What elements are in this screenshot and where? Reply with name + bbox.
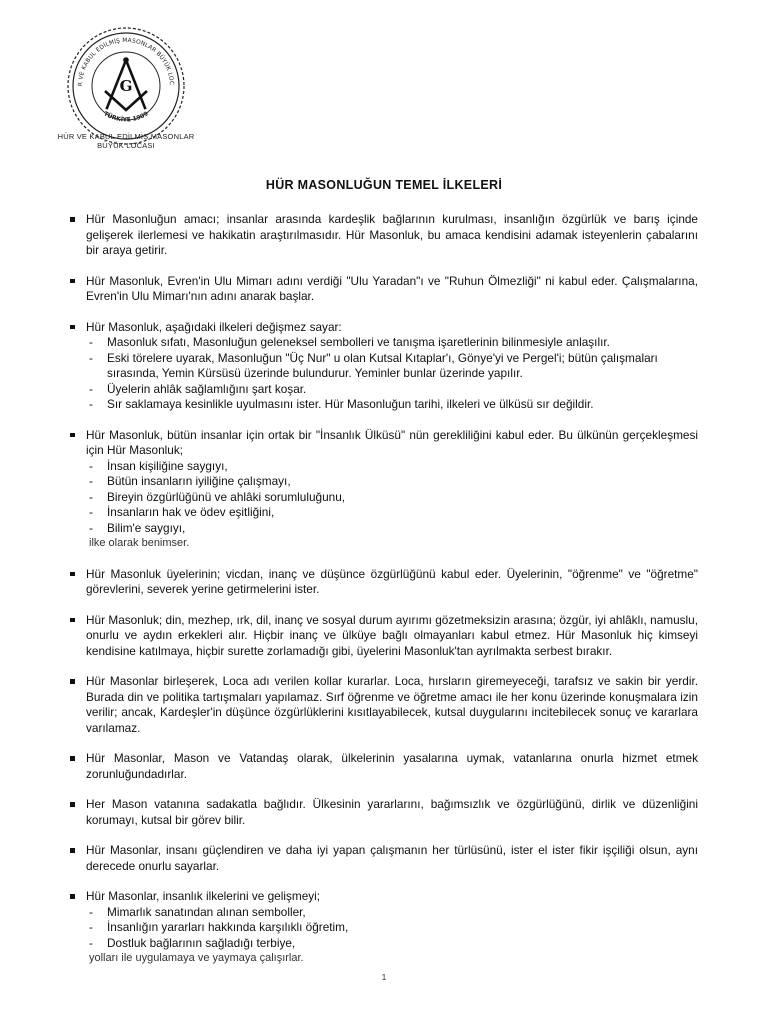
sub-list-text: Bireyin özgürlüğünü ve ahlâki sorumluluğunu, <box>107 489 346 504</box>
principle-text: Hür Masonluğun amacı; insanlar arasında kardeşlik bağlarının kurulması, insanlığın özgürlük ve barış içinde gelişerek ilerlemesi ve hakikatin araştırılmasıdır. Hür Masonluk, bu amaca kendisini adamak isteyenlerin çabalarını bir araya getirir. <box>86 212 698 257</box>
seal-year-text: TÜRKİYE 1909 <box>102 110 150 124</box>
org-line-1: HÜR VE KABUL EDİLMİŞ MASONLAR <box>57 132 195 141</box>
principle-item <box>68 274 698 305</box>
principle-item <box>68 613 698 660</box>
square-bullet-icon <box>70 572 75 577</box>
sub-list-text: Dostluk bağlarının sağladığı terbiye, <box>107 935 296 950</box>
letter-g-icon: G <box>119 77 133 95</box>
sub-list-item <box>86 505 698 521</box>
sub-list-item <box>86 335 698 351</box>
sub-list-item <box>86 936 698 952</box>
principles-list <box>68 212 698 982</box>
page-title: HÜR MASONLUĞUN TEMEL İLKELERİ <box>265 178 503 192</box>
sub-list-text: Sır saklamaya kesinlikle uyulmasını ister. Hür Masonluğun tarihi, ilkeleri ve ülküsü sır değildir. <box>107 397 594 411</box>
sub-list-item <box>86 397 698 413</box>
square-bullet-icon <box>70 217 75 222</box>
seal-ring-text: R VE KABUL EDİLMİŞ MASONLAR BÜYÜK LOC <box>77 37 175 87</box>
dash-bullet-icon: - <box>89 935 93 950</box>
dash-bullet-icon: - <box>89 458 93 473</box>
principle-text: Hür Masonluk; din, mezhep, ırk, dil, inanç ve sosyal durum ayırımı gözetmeksizin arasına; özgür, iyi ahlâklı, namuslu, onurlu ve aydın erkekleri alır. Hiçbir inanç ve ülküye bağlı olmayanları kabul etmez. Hür Masonluk hiç kimseyi kendisine katılmaya, hiçbir surette zorlamadığı gibi, üyelerini Masonluk'tan ayrılmakta serbest bırakır. <box>86 612 698 658</box>
principle-closing-text: yolları ile uygulamaya ve yaymaya çalışırlar. <box>89 952 304 964</box>
compass-and-square-emblem <box>64 24 188 148</box>
square-bullet-icon <box>70 618 75 623</box>
dash-bullet-icon: - <box>89 474 93 488</box>
sub-list-text: Mimarlık sanatından alınan semboller, <box>107 904 306 919</box>
square-bullet-icon <box>70 325 75 330</box>
square-bullet-icon <box>70 894 75 899</box>
sub-list-item <box>86 920 698 936</box>
principle-item <box>68 428 698 552</box>
sub-list-text: İnsanlığın yararları hakkında karşılıklı öğretim, <box>107 920 349 934</box>
principle-item <box>68 843 698 874</box>
principle-text: Hür Masonlar, insanlık ilkelerini ve gelişmeyi; <box>86 889 321 903</box>
sub-list-text: Masonluk sıfatı, Masonluğun geleneksel sembolleri ve tanışma işaretlerinin bilinmesiyle anlaşılır. <box>107 335 610 349</box>
principle-item <box>68 212 698 259</box>
svg-text:TÜRKİYE 1909 <box>102 110 149 123</box>
dash-bullet-icon: - <box>89 904 93 919</box>
sub-list <box>86 459 698 537</box>
square-bullet-icon <box>70 802 75 807</box>
principle-item <box>68 751 698 782</box>
principle-item <box>68 797 698 828</box>
dash-bullet-icon: - <box>89 505 93 519</box>
principle-text: Hür Masonluk, bütün insanlar için ortak bir "İnsanlık Ülküsü" nün gerekliliğini kabul eder. Bu ülkünün gerçekleşmesi için Hür Masonluk; <box>86 427 698 457</box>
sub-list-item <box>86 351 698 382</box>
principle-text: Hür Masonlar, Mason ve Vatandaş olarak, ülkelerinin yasalarına uymak, vatanlarına onurla hizmet etmek zorunluğundadırlar. <box>86 751 698 781</box>
principle-text: Her Mason vatanına sadakatla bağlıdır. Ülkesinin yararlarını, bağımsızlık ve özgürlüğünü, dirlik ve düzenliğini korumayı, kutsal bir görev bilir. <box>86 797 698 827</box>
principle-item <box>68 674 698 736</box>
organization-name <box>30 132 222 150</box>
sub-list-item <box>86 905 698 921</box>
sub-list-text: Üyelerin ahlâk sağlamlığını şart koşar. <box>107 381 307 396</box>
sub-list <box>86 335 698 413</box>
sub-list-item <box>86 521 698 537</box>
principle-text: Hür Masonluk, aşağıdaki ilkeleri değişmez sayar: <box>86 319 342 334</box>
sub-list-item <box>86 474 698 490</box>
dash-bullet-icon: - <box>89 397 93 411</box>
sub-list-text: Bütün insanların iyiliğine çalışmayı, <box>107 474 291 488</box>
sub-list-item <box>86 459 698 475</box>
org-line-2: BÜYÜK LOCASI <box>97 141 155 150</box>
dash-bullet-icon: - <box>89 335 93 349</box>
principle-item <box>68 320 698 413</box>
page-number: 1 <box>381 972 387 982</box>
principle-item <box>68 567 698 598</box>
square-bullet-icon <box>70 756 75 761</box>
dash-bullet-icon: - <box>89 381 93 396</box>
principle-text: Hür Masonluk üyelerinin; vicdan, inanç ve düşünce özgürlüğünü kabul eder. Üyelerinin, "öğrenme" ve "öğretme" görevlerini, severek yerine getirmelerini ister. <box>86 566 698 596</box>
sub-list-text: Eski törelere uyarak, Masonluğun "Üç Nur" u olan Kutsal Kıtaplar'ı, Gönye'yi ve Pergel'i; bütün çalışmaları sırasında, Yemin Kürsüsü üzerinde bulundurur. Yeminler bunlar üzerinde yapılır. <box>107 350 658 380</box>
principle-item <box>68 889 698 967</box>
sub-list-item <box>86 490 698 506</box>
principle-text: Hür Masonlar birleşerek, Loca adı verilen kollar kurarlar. Loca, hırsların giremeyeceği, tarafsız ve sakin bir yerdir. Burada din ve politika tartışmaları yapılamaz. Sırf öğrenme ve öğretme amacı ile her konu üzerinde konuşmalara izin verilir; ancak, Kardeşler'in düşünce özgürlüklerini kısıtlayabilecek, kutsal duygularını incitebilecek sonuç ve kararlara varılamaz. <box>86 674 698 735</box>
sub-list-text: Bilim'e saygıyı, <box>107 520 186 535</box>
dash-bullet-icon: - <box>89 350 93 365</box>
square-bullet-icon <box>70 848 75 853</box>
principle-text: Hür Masonluk, Evren'in Ulu Mimarı adını verdiği "Ulu Yaradan"ı ve "Ruhun Ölmezliği" ni kabul eder. Çalışmalarına, Evren'in Ulu Mimarı'nın adını anarak başlar. <box>86 273 698 303</box>
sub-list-text: İnsanların hak ve ödev eşitliğini, <box>107 505 275 519</box>
sub-list-text: İnsan kişiliğine saygıyı, <box>107 458 228 473</box>
sub-list-item <box>86 382 698 398</box>
square-bullet-icon <box>70 279 75 284</box>
dash-bullet-icon: - <box>89 520 93 535</box>
dash-bullet-icon: - <box>89 489 93 504</box>
principle-closing-text: ilke olarak benimser. <box>89 537 190 549</box>
square-bullet-icon <box>70 433 75 438</box>
principle-text: Hür Masonlar, insanı güçlendiren ve daha iyi yapan çalışmanın her türlüsünü, ister el ister fikir işçiliği olsun, aynı derecede onurlu sayarlar. <box>86 843 698 873</box>
sub-list <box>86 905 698 952</box>
grand-lodge-seal <box>64 24 188 148</box>
dash-bullet-icon: - <box>89 920 93 934</box>
square-bullet-icon <box>70 679 75 684</box>
